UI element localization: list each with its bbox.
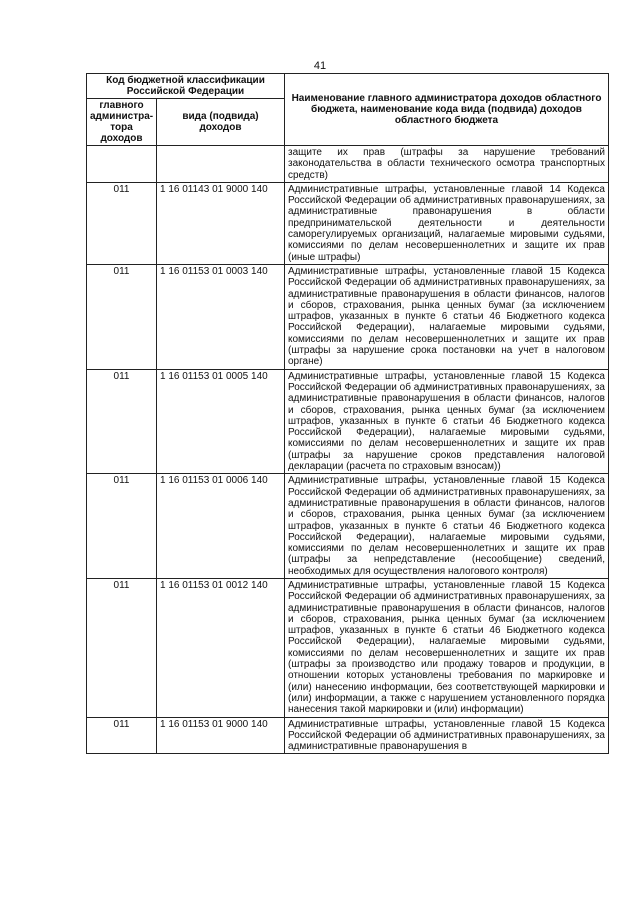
- header-code-column: вида (подвида) доходов: [157, 99, 285, 146]
- description-cell: Административные штрафы, установленные главой 15 Кодекса Российской Федерации об административных правонарушениях, за административные правонарушения в: [285, 717, 609, 754]
- header-group-label: Код бюджетной классификации Российской Федерации: [87, 74, 285, 99]
- table-row: [87, 182, 609, 264]
- revenue-code-cell: 1 16 01153 01 0006 140: [157, 474, 285, 579]
- admin-code-cell: 011: [87, 182, 157, 264]
- revenue-code-cell: [157, 146, 285, 183]
- table-header: [87, 74, 609, 146]
- admin-code-cell: 011: [87, 717, 157, 754]
- admin-code-cell: 011: [87, 474, 157, 579]
- admin-code-cell: 011: [87, 369, 157, 474]
- table-row: [87, 369, 609, 474]
- header-name-column: Наименование главного администратора доходов областного бюджета, наименование кода вида (подвида) доходов областного бюджета: [285, 74, 609, 146]
- description-cell: Административные штрафы, установленные главой 14 Кодекса Российской Федерации об административных правонарушениях, за административные правонарушения в области предпринимательской деятельности и деятельности саморегулируемых организаций, налагаемые мировыми судьями, комиссиями по делам несовершеннолетних и защите их прав (иные штрафы): [285, 182, 609, 264]
- description-cell: защите их прав (штрафы за нарушение требований законодательства в области технического осмотра транспортных средств): [285, 146, 609, 183]
- table-row: [87, 578, 609, 717]
- budget-classification-table: [86, 73, 609, 754]
- description-cell: Административные штрафы, установленные главой 15 Кодекса Российской Федерации об административных правонарушениях, за административные правонарушения в области финансов, налогов и сборов, страхования, рынка ценных бумаг (за исключением штрафов, указанных в пункте 6 статьи 46 Бюджетного кодекса Российской Федерации), налагаемые мировыми судьями, комиссиями по делам несовершеннолетних и защите их прав (штрафы за нарушение срока постановки на учет в налоговом органе): [285, 264, 609, 369]
- revenue-code-cell: 1 16 01153 01 0012 140: [157, 578, 285, 717]
- admin-code-cell: 011: [87, 578, 157, 717]
- description-cell: Административные штрафы, установленные главой 15 Кодекса Российской Федерации об административных правонарушениях, за административные правонарушения в области финансов, налогов и сборов, страхования, рынка ценных бумаг (за исключением штрафов, указанных в пункте 6 статьи 46 Бюджетного кодекса Российской Федерации), налагаемые мировыми судьями, комиссиями по делам несовершеннолетних и защите их прав (штрафы за непредставление (несообщение) сведений, необходимых для осуществления налогового контроля): [285, 474, 609, 579]
- page-number: 41: [313, 60, 327, 72]
- description-cell: Административные штрафы, установленные главой 15 Кодекса Российской Федерации об административных правонарушениях, за административные правонарушения в области финансов, налогов и сборов, страхования, рынка ценных бумаг (за исключением штрафов, указанных в пункте 6 статьи 46 Бюджетного кодекса Российской Федерации), налагаемые мировыми судьями, комиссиями по делам несовершеннолетних и защите их прав (штрафы за нарушение сроков представления налоговой декларации (расчета по страховым взносам)): [285, 369, 609, 474]
- revenue-code-cell: 1 16 01153 01 0003 140: [157, 264, 285, 369]
- table-row: [87, 474, 609, 579]
- table-row: [87, 264, 609, 369]
- admin-code-cell: 011: [87, 264, 157, 369]
- table-row: [87, 717, 609, 754]
- revenue-code-cell: 1 16 01143 01 9000 140: [157, 182, 285, 264]
- admin-code-cell: [87, 146, 157, 183]
- table-row: [87, 146, 609, 183]
- table-body: [87, 146, 609, 754]
- revenue-code-cell: 1 16 01153 01 0005 140: [157, 369, 285, 474]
- header-admin-column: главного администра-тора доходов: [87, 99, 157, 146]
- revenue-code-cell: 1 16 01153 01 9000 140: [157, 717, 285, 754]
- description-cell: Административные штрафы, установленные главой 15 Кодекса Российской Федерации об административных правонарушениях, за административные правонарушения в области финансов, налогов и сборов, страхования, рынка ценных бумаг (за исключением штрафов, указанных в пункте 6 статьи 46 Бюджетного кодекса Российской Федерации), налагаемые мировыми судьями, комиссиями по делам несовершеннолетних и защите их прав (штрафы за производство или продажу товаров и продукции, в отношении которых установлены требования по маркировке и (или) нанесению информации, без соответствующей маркировки и (или) информации, а также с нарушением установленного порядка нанесения такой маркировки и (или) информации): [285, 578, 609, 717]
